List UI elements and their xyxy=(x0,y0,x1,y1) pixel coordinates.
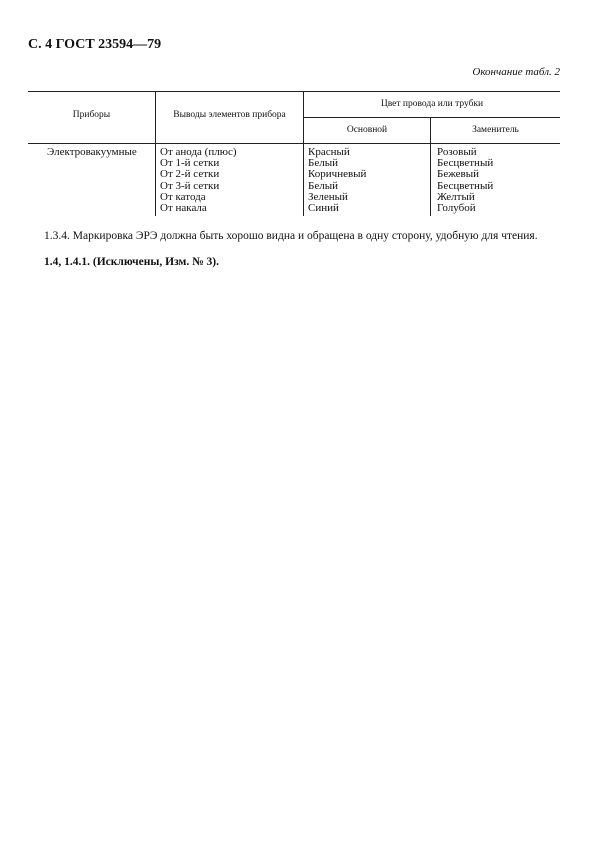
terminal: От анода (плюс) xyxy=(160,146,237,158)
substitute-color: Бежевый xyxy=(437,168,480,181)
table-caption: Окончание табл. 2 xyxy=(472,66,560,78)
header-bottom-rule xyxy=(28,143,560,144)
cell-substitute-colors xyxy=(437,147,493,214)
th-color-group: Цвет провода или трубки xyxy=(380,99,484,109)
col-divider xyxy=(303,91,304,216)
table-top-rule xyxy=(28,91,560,92)
paragraph-1-4: 1.4, 1.4.1. (Исключены, Изм. № 3). xyxy=(44,256,219,268)
th-main: Основной xyxy=(346,125,388,135)
paragraph-1-3-4: 1.3.4. Маркировка ЭРЭ должна быть хорошо видна и обращена в одну сторону, удобную для чтения. xyxy=(44,230,538,242)
cell-terminals xyxy=(160,147,236,214)
substitute-color: Бесцветный xyxy=(437,157,494,170)
main-color: Коричневый xyxy=(308,168,367,181)
cell-device xyxy=(47,147,137,158)
device-name: Электровакуумные xyxy=(47,146,137,158)
header-mid-rule xyxy=(303,117,560,118)
main-color: Белый xyxy=(308,157,338,170)
substitute-color: Бесцветный xyxy=(437,179,494,192)
th-devices: Приборы xyxy=(72,110,111,120)
page-header: С. 4 ГОСТ 23594—79 xyxy=(28,37,162,52)
substitute-color: Голубой xyxy=(437,202,476,215)
main-color: Зеленый xyxy=(308,190,348,203)
terminal: От 3-й сетки xyxy=(160,179,220,192)
main-color: Красный xyxy=(308,146,350,158)
main-color: Белый xyxy=(308,179,338,192)
terminal: От катода xyxy=(160,190,206,203)
substitute-color: Розовый xyxy=(437,146,477,158)
terminal: От 2-й сетки xyxy=(160,168,220,181)
terminal: От 1-й сетки xyxy=(160,157,220,170)
cell-main-colors xyxy=(308,147,366,214)
terminal: От накала xyxy=(160,202,207,215)
th-substitute: Заменитель xyxy=(472,125,519,135)
substitute-color: Желтый xyxy=(437,190,475,203)
th-terminals: Выводы элементов прибора xyxy=(173,110,286,120)
main-color: Синий xyxy=(308,202,339,215)
